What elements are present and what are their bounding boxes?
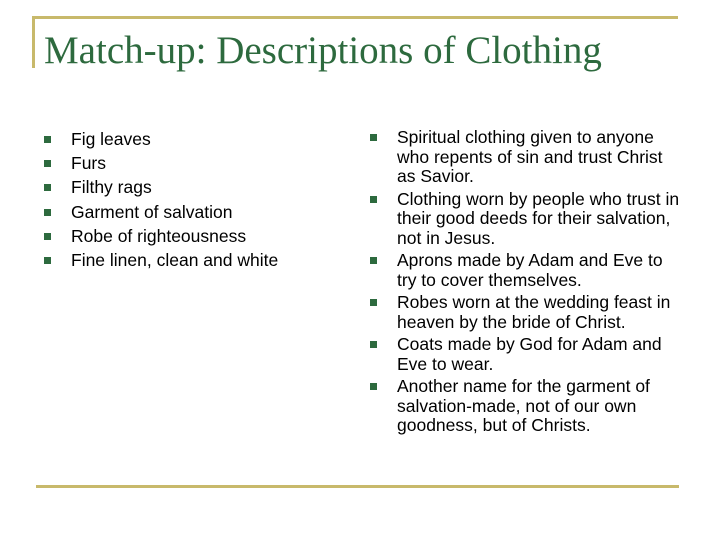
list-item (44, 127, 334, 151)
square-bullet-icon (370, 196, 377, 203)
list-item (44, 248, 334, 272)
list-item-text: Garment of salvation (71, 201, 233, 222)
list-item-text: Another name for the garment of salvation-made, not of our own goodness, but of Christs. (397, 376, 650, 435)
list-item-text: Fig leaves (71, 129, 151, 149)
list-item-text: Fine linen, clean and white (71, 250, 279, 271)
list-item-text: Coats made by God for Adam and Eve to wear. (397, 334, 662, 374)
list-item-text: Furs (71, 153, 106, 174)
list-item-text: Clothing worn by people who trust in their good deeds for their salvation, not in Jesus. (397, 188, 680, 248)
square-bullet-icon (370, 341, 377, 348)
list-item-text: Robe of righteousness (71, 225, 247, 246)
list-item-text: Spiritual clothing given to anyone who repents of sin and trust Christ as Savior. (397, 127, 663, 186)
square-bullet-icon (44, 136, 51, 143)
square-bullet-icon (44, 160, 51, 167)
list-item (370, 190, 680, 249)
frame-left-line (32, 16, 35, 68)
list-item-text: Robes worn at the wedding feast in heaven by the bride of Christ. (397, 292, 671, 332)
list-item (370, 377, 680, 436)
list-item (44, 175, 334, 199)
square-bullet-icon (370, 299, 377, 306)
square-bullet-icon (370, 257, 377, 264)
square-bullet-icon (44, 184, 51, 191)
list-item (370, 293, 680, 332)
square-bullet-icon (370, 134, 377, 141)
list-item (44, 224, 334, 248)
list-item (370, 251, 680, 290)
list-item (44, 151, 334, 175)
list-item (370, 335, 680, 374)
list-item-text: Aprons made by Adam and Eve to try to cover themselves. (397, 250, 663, 290)
frame-bottom-line (36, 485, 679, 488)
list-item (370, 128, 680, 187)
square-bullet-icon (370, 383, 377, 390)
square-bullet-icon (44, 257, 51, 264)
slide-title: Match-up: Descriptions of Clothing (44, 29, 602, 72)
list-item-text: Filthy rags (71, 177, 152, 198)
list-item (44, 200, 334, 224)
square-bullet-icon (44, 233, 51, 240)
square-bullet-icon (44, 209, 51, 216)
descriptions-list (370, 128, 680, 439)
clothing-items-list (44, 127, 334, 272)
frame-top-line (32, 16, 678, 19)
